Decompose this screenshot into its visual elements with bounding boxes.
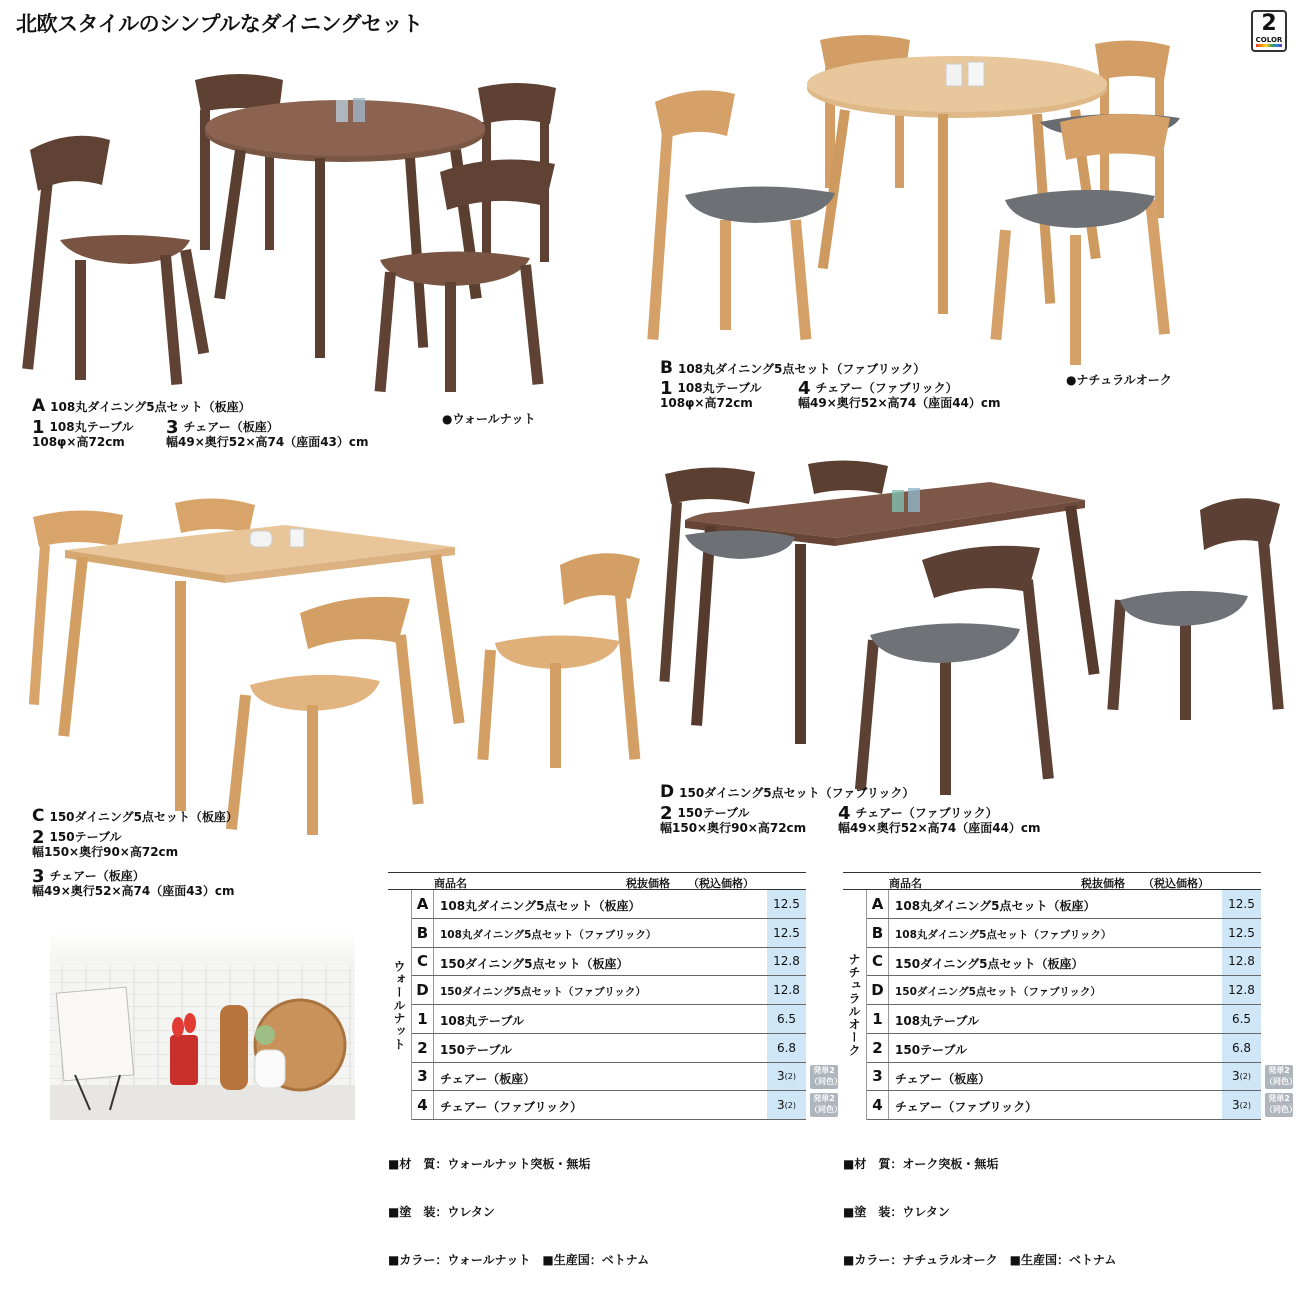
table-row: D 150ダイニング5点セット（ファブリック） 12.8 [412, 976, 806, 1005]
price-table-header [843, 872, 1261, 890]
order-unit-note: 発単2（同色） [810, 1093, 838, 1117]
table-row: D 150ダイニング5点セット（ファブリック） 12.8 [867, 976, 1261, 1005]
price-table-header [388, 872, 806, 890]
natural-oak-color-note: ●ナチュラルオーク [1066, 373, 1172, 387]
table-row: A 108丸ダイニング5点セット（板座） 12.5 [867, 890, 1261, 919]
price-rows [867, 890, 1297, 1120]
page-title: 北欧スタイルのシンプルなダイニングセット [16, 12, 423, 36]
set-c-label: C 150ダイニング5点セット（板座） [32, 806, 238, 826]
photo-set-a [20, 60, 580, 395]
photo-set-c [25, 495, 640, 835]
header-price-ex: 税抜価格 [626, 877, 670, 890]
price-table-walnut [388, 872, 842, 1267]
set-b-label: B 108丸ダイニング5点セット（ファブリック） [660, 358, 926, 378]
table-row: 1 108丸テーブル 6.5 [867, 1005, 1261, 1034]
order-unit-note: 発単2（同色） [1265, 1093, 1293, 1117]
price-rows [412, 890, 842, 1120]
table-row: 4 チェアー（ファブリック） 3 (2) 発単2（同色） [412, 1091, 806, 1120]
color-group-label: ナチュラルオーク [843, 890, 867, 1120]
walnut-color-note: ●ウォールナット [442, 412, 536, 426]
table-row: B 108丸ダイニング5点セット（ファブリック） 12.5 [412, 919, 806, 948]
table-row: C 150ダイニング5点セット（板座） 12.8 [867, 948, 1261, 977]
table-row: A 108丸ダイニング5点セット（板座） 12.5 [412, 890, 806, 919]
set-a-item-2: 3 チェアー（板座） 幅49×奥行52×高74（座面43）cm [166, 417, 369, 449]
header-price-in: （税込価格） [688, 877, 754, 890]
table-row: 4 チェアー（ファブリック） 3 (2) 発単2（同色） [867, 1091, 1261, 1120]
order-unit-note: 発単2（同色） [1265, 1065, 1293, 1089]
header-price-ex: 税抜価格 [1081, 877, 1125, 890]
photo-set-b [650, 30, 1190, 370]
color-count-badge [1251, 10, 1287, 52]
table-row: C 150ダイニング5点セット（板座） 12.8 [412, 948, 806, 977]
set-c-item-2: 3 チェアー（板座） 幅49×奥行52×高74（座面43）cm [32, 866, 235, 898]
kitchen-lifestyle-photo [50, 935, 355, 1120]
order-unit-note: 発単2（同色） [810, 1065, 838, 1089]
color-group-label: ウォールナット [388, 890, 412, 1120]
header-product: 商品名 [889, 877, 922, 890]
table-row: 2 150テーブル 6.8 [412, 1034, 806, 1063]
set-a-item-1: 1 108丸テーブル 108φ×高72cm [32, 417, 134, 449]
set-a-label: A 108丸ダイニング5点セット（板座） [32, 396, 251, 416]
table-row: 2 150テーブル 6.8 [867, 1034, 1261, 1063]
color-count-number: 2 [1261, 11, 1277, 36]
color-count-label: COLOR [1255, 36, 1283, 44]
table-row: 3 チェアー（板座） 3 (2) 発単2（同色） [412, 1063, 806, 1092]
color-spectrum-bar [1256, 44, 1282, 47]
table-row: 1 108丸テーブル 6.5 [412, 1005, 806, 1034]
spec-footer: ■材 質：ウォールナット突板・無垢 ■塗 装：ウレタン ■カラー：ウォールナット ■生産国：ベトナム [388, 1157, 650, 1267]
photo-set-d [660, 460, 1280, 795]
set-b-item-1: 1 108丸テーブル 108φ×高72cm [660, 378, 762, 410]
table-row: B 108丸ダイニング5点セット（ファブリック） 12.5 [867, 919, 1261, 948]
header-product: 商品名 [434, 877, 467, 890]
set-d-label: D 150ダイニング5点セット（ファブリック） [660, 782, 915, 802]
set-d-item-1: 2 150テーブル 幅150×奥行90×高72cm [660, 803, 807, 835]
set-d-item-2: 4 チェアー（ファブリック） 幅49×奥行52×高74（座面44）cm [838, 803, 1041, 835]
set-c-item-1: 2 150テーブル 幅150×奥行90×高72cm [32, 827, 179, 859]
set-b-item-2: 4 チェアー（ファブリック） 幅49×奥行52×高74（座面44）cm [798, 378, 1001, 410]
table-row: 3 チェアー（板座） 3 (2) 発単2（同色） [867, 1063, 1261, 1092]
spec-footer: ■材 質：オーク突板・無垢 ■塗 装：ウレタン ■カラー：ナチュラルオーク ■生産国：ベトナム [843, 1157, 1117, 1267]
header-price-in: （税込価格） [1143, 877, 1209, 890]
price-table-natural-oak [843, 872, 1297, 1267]
